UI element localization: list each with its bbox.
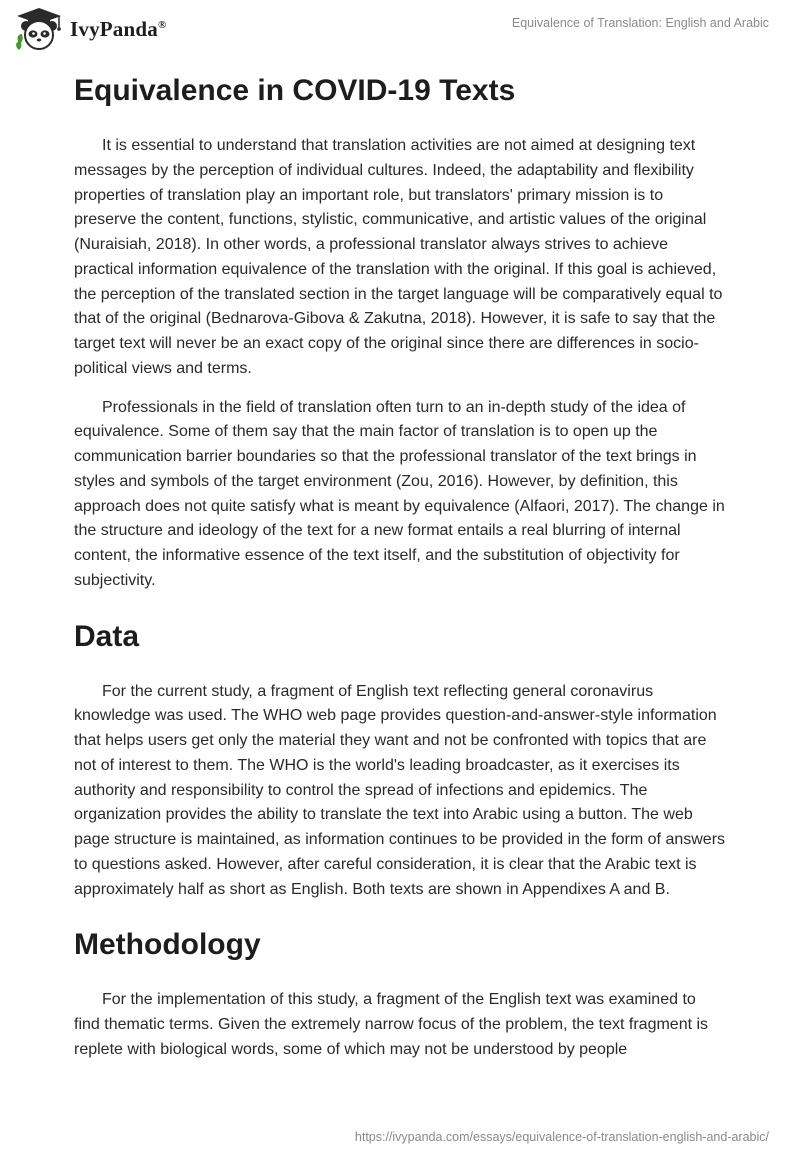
ivypanda-logo[interactable] [14, 6, 166, 52]
heading-methodology: Methodology [74, 928, 261, 962]
source-url[interactable]: https://ivypanda.com/essays/equivalence-of-translation-english-and-arabic/ [354, 1130, 769, 1144]
paragraph-methodology: For the implementation of this study, a fragment of the English text was examined to find thematic terms. Given the extremely narrow focus of the problem, the text fragment is replete with biological words, some of which may not be understood by people [74, 991, 709, 1058]
paragraph-intro-1: It is essential to understand that translation activities are not aimed at designing text messages by the perception of individual cultures. Indeed, the adaptability and flexibility properties of translation play an important role, but translators' primary mission is to preserve the content, functions, stylistic, communicative, and artistic values of the original (Nuraisiah, 2018). In other words, a professional translator always strives to achieve practical information equivalence of the translation with the original. If this goal is achieved, the perception of the translated section in the target language will be comparatively equal to that of the original (Bednarova-Gibova & Zakutna, 2018). However, it is safe to say that the target text will never be an exact copy of the original since there are differences in socio-political views and terms. [74, 137, 723, 377]
brand-name: IvyPanda® [70, 16, 167, 41]
paragraph-data: For the current study, a fragment of English text reflecting general coronavirus knowledge was used. The WHO web page provides question-and-answer-style information that helps users get only the material they want and not be confronted with topics that are not of interest to them. The WHO is the world's leading broadcaster, as it exercises its authority and responsibility to control the spread of infections and epidemics. The organization provides the ability to translate the text into Arabic using a button. The web page structure is maintained, as information continues to be provided in the form of answers to questions asked. However, after careful consideration, it is clear that the Arabic text is approximately half as short as English. Both texts are shown in Appendixes A and B. [74, 682, 726, 898]
paragraph-intro-2: Professionals in the field of translation often turn to an in-depth study of the idea of equivalence. Some of them say that the main factor of translation is to open up the communication barrier boundaries so that the professional translator of the text brings in styles and symbols of the target environment (Zou, 2016). However, by definition, this approach does not quite satisfy what is meant by equivalence (Alfaori, 2017). The change in the structure and ideology of the text for a new format entails a real blurring of internal content, the informative essence of the text itself, and the substitution of objectivity for subjectivity. [74, 398, 725, 589]
page-header [0, 0, 800, 60]
essay-content [74, 72, 726, 1063]
document-title: Equivalence of Translation: English and Arabic [511, 16, 769, 30]
registered-mark: ® [157, 18, 167, 31]
heading-data: Data [74, 619, 140, 653]
heading-equivalence: Equivalence in COVID-19 Texts [74, 74, 516, 107]
panda-graduate-icon [14, 6, 64, 52]
